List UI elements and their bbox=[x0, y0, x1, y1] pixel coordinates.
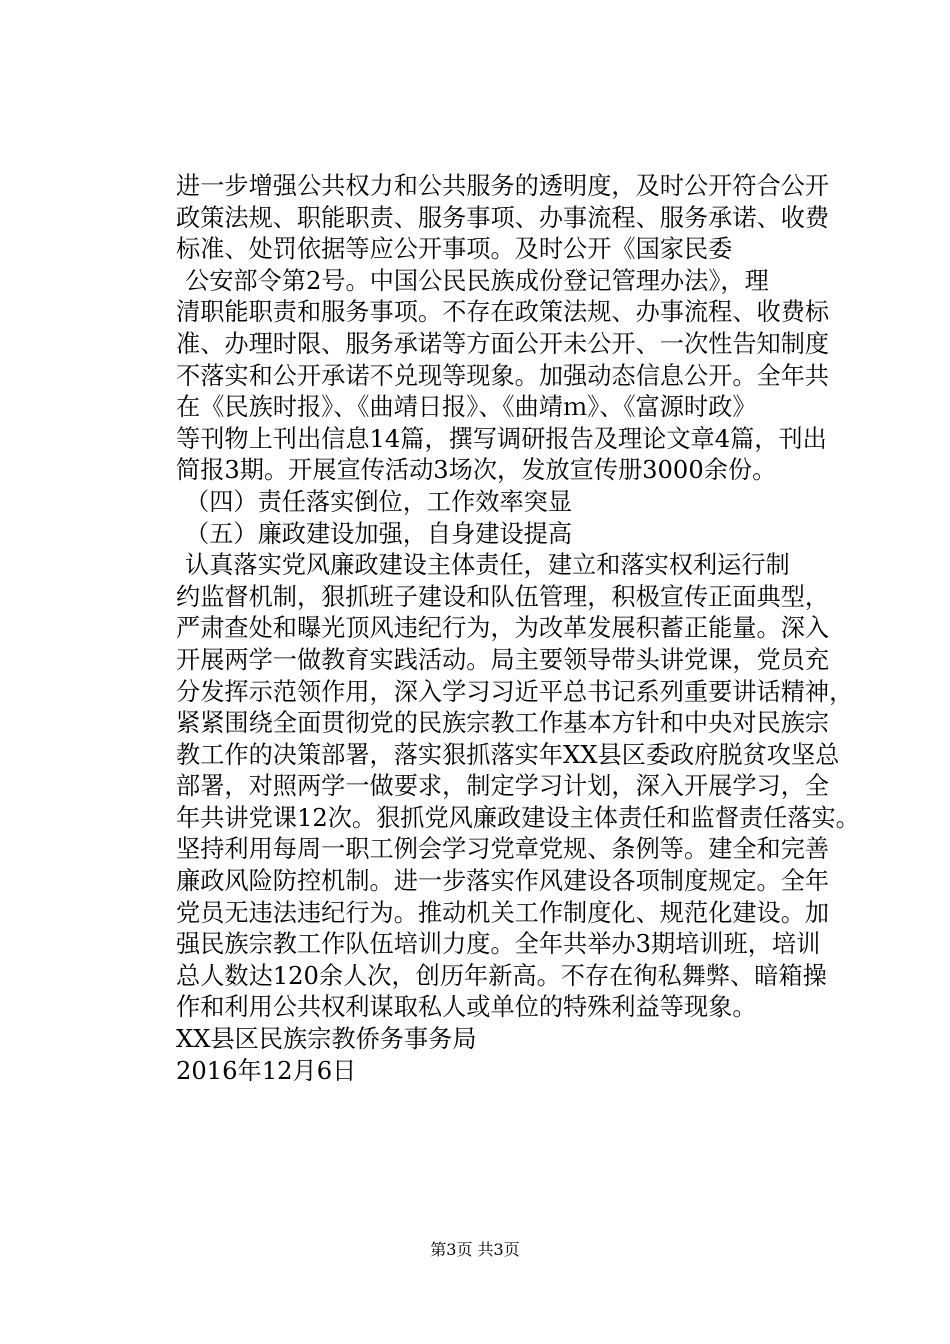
body-line: 开展两学一做教育实践活动。局主要领导带头讲党课，党员充 bbox=[176, 645, 830, 674]
body-line: 认真落实党风廉政建设主体责任，建立和落实权利运行制 bbox=[185, 551, 790, 580]
signature-organization: XX县区民族宗教侨务事务局 bbox=[176, 1025, 477, 1054]
body-line: 不落实和公开承诺不兑现等现象。加强动态信息公开。全年共 bbox=[176, 361, 830, 390]
body-line: 清职能职责和服务事项。不存在政策法规、办事流程、收费标 bbox=[176, 298, 830, 327]
document-body bbox=[176, 171, 860, 1087]
body-line: 政策法规、职能职责、服务事项、办事流程、服务承诺、收费 bbox=[176, 203, 830, 232]
body-line: 作和利用公共权利谋取私人或单位的特殊利益等现象。 bbox=[176, 993, 757, 1022]
body-line: 部署，对照两学一做要求，制定学习计划，深入开展学习，全 bbox=[176, 772, 830, 801]
section-heading: （四）责任落实倒位，工作效率突显 bbox=[185, 487, 573, 516]
body-line: 总人数达120余人次，创历年新高。不存在徇私舞弊、暗箱操 bbox=[176, 961, 827, 990]
body-line: 年共讲党课12次。狠抓党风廉政建设主体责任和监督责任落实。 bbox=[176, 803, 860, 832]
body-line: 分发挥示范领作用，深入学习习近平总书记系列重要讲话精神， bbox=[176, 677, 854, 706]
body-line: 准、办理时限、服务承诺等方面公开未公开、一次性告知制度 bbox=[176, 329, 830, 358]
section-heading: （五）廉政建设加强，自身建设提高 bbox=[185, 519, 573, 548]
body-line: 简报3期。开展宣传活动3场次，发放宣传册3000余份。 bbox=[176, 456, 777, 485]
body-line: 在《民族时报》、《曲靖日报》、《曲靖ｍ》、《富源时政》 bbox=[176, 393, 757, 422]
signature-date: 2016年12月6日 bbox=[176, 1056, 357, 1085]
body-line: 教工作的决策部署，落实狠抓落实年XX县区委政府脱贫攻坚总 bbox=[176, 740, 840, 769]
page-number: 第3页 共3页 bbox=[430, 1240, 520, 1259]
body-line: 严肃查处和曝光顶风违纪行为，为改革发展积蓄正能量。深入 bbox=[176, 614, 830, 643]
body-line: 约监督机制，狠抓班子建设和队伍管理，积极宣传正面典型， bbox=[176, 582, 830, 611]
body-line: 廉政风险防控机制。进一步落实作风建设各项制度规定。全年 bbox=[176, 867, 830, 896]
body-line: 等刊物上刊出信息14篇，撰写调研报告及理论文章4篇，刊出 bbox=[176, 424, 827, 453]
body-line: 标准、处罚依据等应公开事项。及时公开《国家民委 bbox=[176, 235, 733, 264]
body-line: 紧紧围绕全面贯彻党的民族宗教工作基本方针和中央对民族宗 bbox=[176, 709, 830, 738]
body-line: 坚持利用每周一职工例会学习党章党规、条例等。建全和完善 bbox=[176, 835, 830, 864]
body-line: 进一步增强公共权力和公共服务的透明度，及时公开符合公开 bbox=[176, 172, 830, 200]
page-footer bbox=[0, 1240, 950, 1260]
body-line: 公安部令第2号。中国公民民族成份登记管理办法》，理 bbox=[185, 266, 769, 295]
body-line: 强民族宗教工作队伍培训力度。全年共举办3期培训班，培训 bbox=[176, 930, 821, 959]
body-line: 党员无违法违纪行为。推动机关工作制度化、规范化建设。加 bbox=[176, 898, 830, 927]
